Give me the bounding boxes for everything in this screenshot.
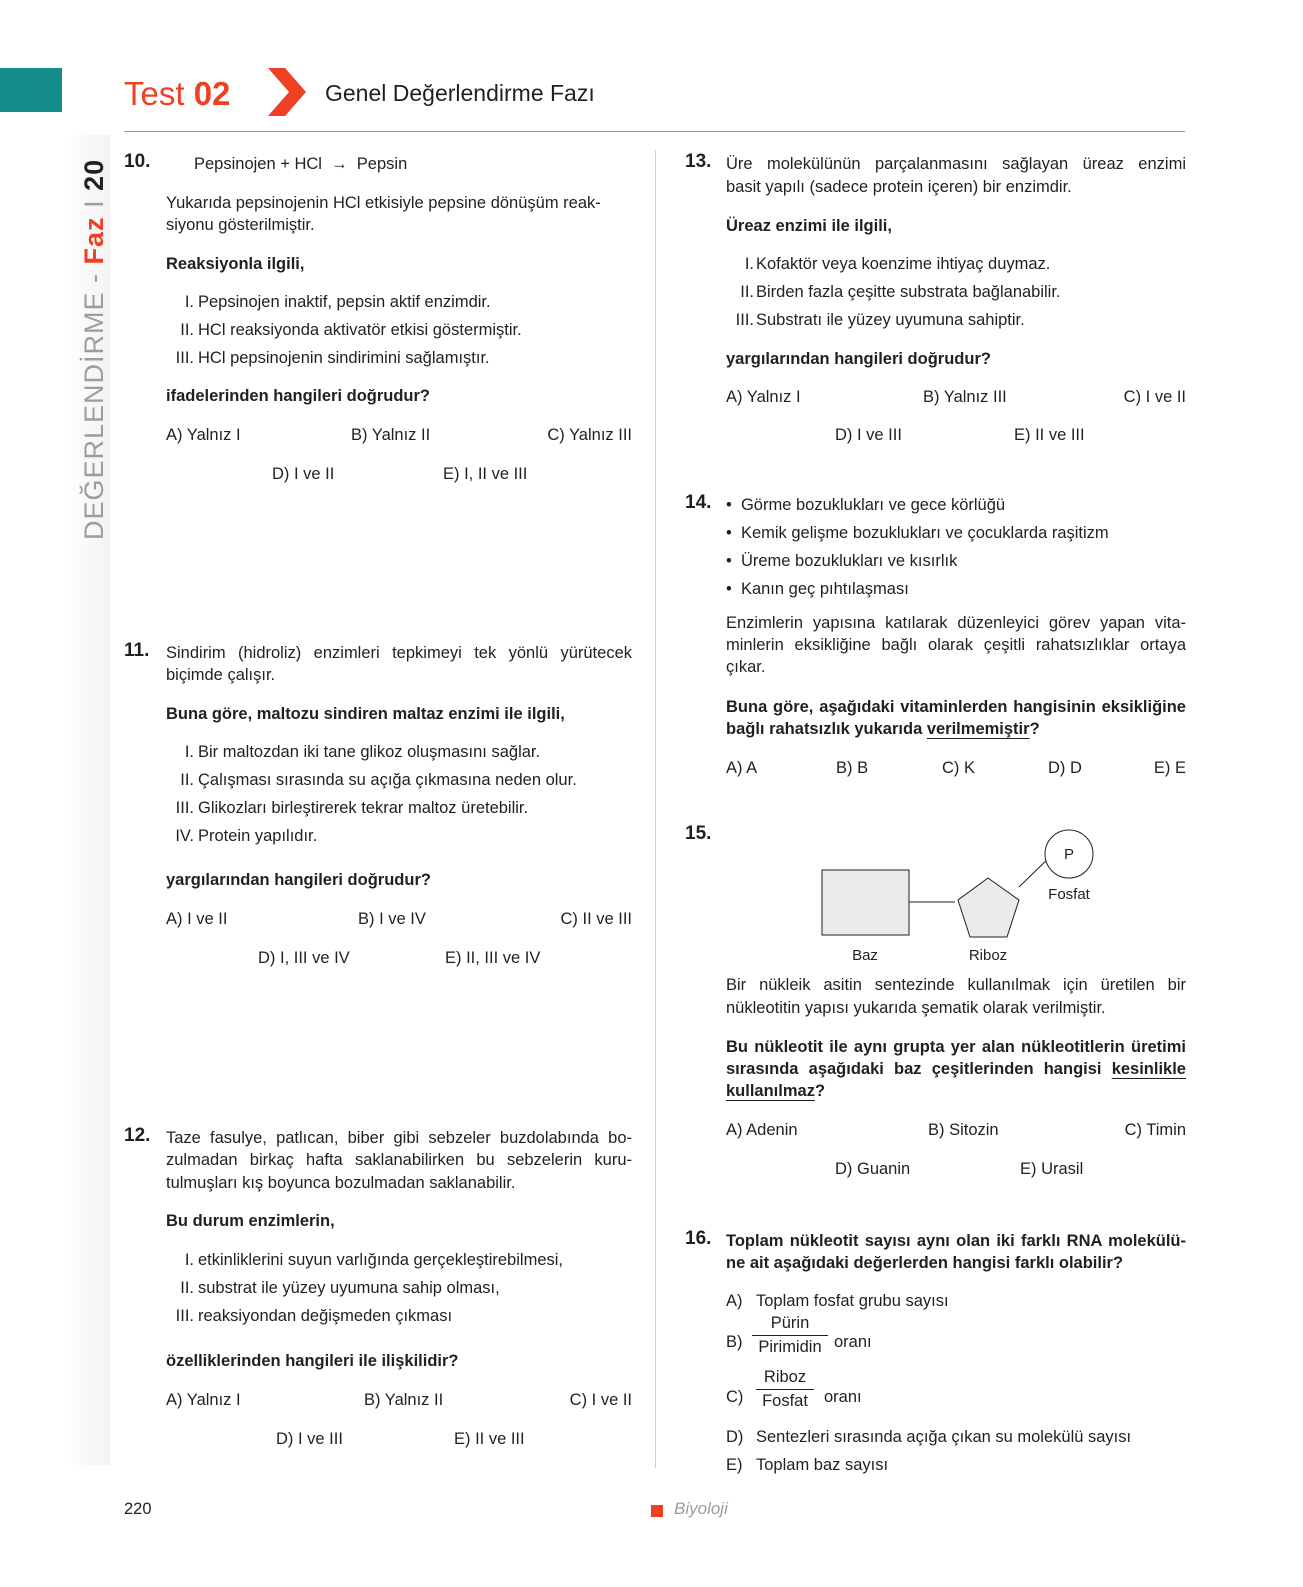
- q12-option-b[interactable]: B) Yalnız II: [364, 1391, 444, 1409]
- q14-bullet: • Kemik gelişme bozuklukları ve çocuklarda raşitizm: [726, 524, 1109, 542]
- fraction-denominator: Pirimidin: [758, 1338, 822, 1356]
- q15-question-l3: kullanılmaz?: [726, 1082, 826, 1100]
- fraction-denominator: Fosfat: [762, 1392, 808, 1410]
- q13-item-roman: III.: [735, 311, 754, 329]
- diagram-label-riboz: Riboz: [968, 947, 1008, 964]
- q12-item-text: substrat ile yüzey uyumuna sahip olması,: [198, 1279, 500, 1297]
- q10-item-roman: I.: [184, 293, 194, 311]
- q16-option-b-suffix: oranı: [834, 1333, 872, 1351]
- q11-item-text: Glikozları birleştirerek tekrar maltoz üretebilir.: [198, 799, 529, 817]
- q16-number: 16.: [685, 1228, 712, 1249]
- q10-option-e[interactable]: E) I, II ve III: [443, 465, 528, 483]
- q12-item-text: etkinliklerini suyun varlığında gerçekleştirebilmesi,: [198, 1251, 563, 1269]
- q12-item-roman: II.: [180, 1279, 194, 1297]
- column-divider: [655, 150, 656, 1468]
- test-title: [124, 72, 230, 116]
- q12-number: 12.: [124, 1125, 151, 1146]
- header-color-tab: [0, 68, 62, 112]
- q12-option-e[interactable]: E) II ve III: [454, 1430, 525, 1448]
- q11-item-text: Çalışması sırasında su açığa çıkmasına neden olur.: [198, 771, 577, 789]
- footer-subject: Biyoloji: [674, 1499, 728, 1518]
- diagram-label-baz: Baz: [852, 947, 878, 964]
- q12-lead: Bu durum enzimlerin,: [166, 1212, 335, 1230]
- sidebar-faz: Faz: [79, 216, 109, 265]
- q13-item-text: Birden fazla çeşitte substrata bağlanabilir.: [756, 283, 1061, 301]
- q11-option-c[interactable]: C) II ve III: [560, 910, 632, 928]
- header-divider: [124, 131, 1185, 132]
- q14-option-e[interactable]: E) E: [1153, 759, 1186, 777]
- q13-lead: Üreaz enzimi ile ilgili,: [726, 217, 892, 235]
- test-word: Test: [124, 75, 185, 112]
- chevron-right-icon: [268, 68, 308, 116]
- q15-option-c[interactable]: C) Timin: [1124, 1121, 1186, 1139]
- q14-option-a[interactable]: A) A: [726, 759, 758, 777]
- q15-option-b[interactable]: B) Sitozin: [928, 1121, 999, 1139]
- q11-item-roman: III.: [175, 799, 194, 817]
- q13-item-roman: II.: [740, 283, 754, 301]
- q10-option-d[interactable]: D) I ve II: [272, 465, 335, 483]
- footer-square-icon: [651, 1505, 663, 1517]
- q16-option-b-label[interactable]: B): [726, 1333, 743, 1351]
- diagram-label-p: P: [1063, 846, 1075, 863]
- q13-intro-l2: basit yapılı (sadece protein içeren) bir enzimdir.: [726, 178, 1072, 196]
- q16-option-a-label[interactable]: A): [726, 1292, 743, 1310]
- q16-option-a-text[interactable]: Toplam fosfat grubu sayısı: [756, 1292, 949, 1310]
- fraction-numerator: Pürin: [752, 1312, 828, 1336]
- q10-option-a[interactable]: A) Yalnız I: [166, 426, 241, 444]
- q11-lead: Buna göre, maltozu sindiren maltaz enzimi ile ilgili,: [166, 705, 565, 723]
- q15-intro-l1: Bir nükleik asitin sentezinde kullanılmak için üretilen bir: [726, 976, 1186, 994]
- test-number: 02: [193, 75, 231, 112]
- q14-bullet: • Kanın geç pıhtılaşması: [726, 580, 909, 598]
- arrow-right-icon: →: [331, 155, 348, 173]
- q15-number: 15.: [685, 823, 712, 844]
- q10-question: ifadelerinden hangileri doğrudur?: [166, 387, 431, 405]
- q12-item-roman: I.: [184, 1251, 194, 1269]
- q11-item-roman: IV.: [175, 827, 194, 845]
- q11-item-text: Protein yapılıdır.: [198, 827, 318, 845]
- q13-item-text: Kofaktör veya koenzime ihtiyaç duymaz.: [756, 255, 1051, 273]
- q12-option-d[interactable]: D) I ve III: [276, 1430, 343, 1448]
- q13-option-a[interactable]: A) Yalnız I: [726, 388, 801, 406]
- q15-question-l1: Bu nükleotit ile aynı grupta yer alan nükleotitlerin üretimi: [726, 1038, 1186, 1056]
- q16-option-c-label[interactable]: C): [726, 1388, 744, 1406]
- sidebar-number: 20: [79, 158, 109, 191]
- q10-item-text: Pepsinojen inaktif, pepsin aktif enzimdir.: [198, 293, 491, 311]
- q14-option-c[interactable]: C) K: [942, 759, 975, 777]
- q12-option-a[interactable]: A) Yalnız I: [166, 1391, 241, 1409]
- q13-intro-l1: Üre molekülünün parçalanmasını sağlayan üreaz enzimi: [726, 155, 1186, 173]
- q12-intro-l2: zulmadan birkaç hafta saklanabilirken bu sebzelerin kuru-: [166, 1151, 632, 1169]
- q11-item-roman: I.: [184, 743, 194, 761]
- q11-option-d[interactable]: D) I, III ve IV: [258, 949, 350, 967]
- q10-item-text: HCl pepsinojenin sindirimini sağlamıştır.: [198, 349, 490, 367]
- q10-reaction: Pepsinojen + HCl → Pepsin: [194, 155, 408, 173]
- q14-option-d[interactable]: D) D: [1048, 759, 1082, 777]
- nucleotide-diagram: [812, 827, 1112, 967]
- q11-intro-l2: biçimde çalışır.: [166, 666, 276, 684]
- q10-item-roman: III.: [175, 349, 194, 367]
- q11-question: yargılarından hangileri doğrudur?: [166, 871, 431, 889]
- q16-option-d-label[interactable]: D): [726, 1428, 744, 1446]
- q13-option-d[interactable]: D) I ve III: [835, 426, 902, 444]
- q12-item-text: reaksiyondan değişmeden çıkması: [198, 1307, 453, 1325]
- q13-item-roman: I.: [744, 255, 754, 273]
- q14-bullet: • Üreme bozuklukları ve kısırlık: [726, 552, 958, 570]
- q10-option-b[interactable]: B) Yalnız II: [351, 426, 431, 444]
- q11-intro-l1: Sindirim (hidroliz) enzimleri tepkimeyi tek yönlü yürütecek: [166, 644, 632, 662]
- q10-number: 10.: [124, 151, 151, 172]
- fraction-numerator: Riboz: [756, 1366, 814, 1390]
- q14-option-b[interactable]: B) B: [836, 759, 869, 777]
- q15-option-e[interactable]: E) Urasil: [1020, 1160, 1084, 1178]
- q16-question-l2: ne ait aşağıdaki değerlerden hangisi farklı olabilir?: [726, 1254, 1124, 1272]
- q15-option-a[interactable]: A) Adenin: [726, 1121, 798, 1139]
- q11-item-text: Bir maltozdan iki tane glikoz oluşmasını sağlar.: [198, 743, 541, 761]
- q14-question-l1: Buna göre, aşağıdaki vitaminlerden hangisinin eksikliğine: [726, 698, 1186, 716]
- q16-option-e-label[interactable]: E): [726, 1456, 743, 1474]
- q16-option-c-suffix: oranı: [824, 1388, 862, 1406]
- q14-bullet: • Görme bozuklukları ve gece körlüğü: [726, 496, 1006, 514]
- q10-item-roman: II.: [180, 321, 194, 339]
- q11-option-e[interactable]: E) II, III ve IV: [445, 949, 541, 967]
- q16-question-l1: Toplam nükleotit sayısı aynı olan iki farklı RNA molekülü-: [726, 1232, 1186, 1250]
- q15-option-d[interactable]: D) Guanin: [835, 1160, 911, 1178]
- q15-intro-l2: nükleotitin yapısı yukarıda şematik olarak verilmiştir.: [726, 999, 1106, 1017]
- q11-option-b[interactable]: B) I ve IV: [358, 910, 426, 928]
- q14-intro-l2: minlerin eksikliğine bağlı olarak çeşitli rahatsızlıklar ortaya: [726, 636, 1186, 654]
- header-title: Genel Değerlendirme Fazı: [325, 80, 595, 106]
- diagram-label-fosfat: Fosfat: [1048, 886, 1090, 903]
- q13-option-e[interactable]: E) II ve III: [1014, 426, 1085, 444]
- page-number: 220: [124, 1500, 152, 1518]
- q14-number: 14.: [685, 492, 712, 513]
- q10-item-text: HCl reaksiyonda aktivatör etkisi göstermiştir.: [198, 321, 522, 339]
- q16-option-e-text[interactable]: Toplam baz sayısı: [756, 1456, 889, 1474]
- q13-question: yargılarından hangileri doğrudur?: [726, 350, 991, 368]
- riboz-pentagon: [958, 878, 1019, 937]
- q11-item-roman: II.: [180, 771, 194, 789]
- q14-intro-l1: Enzimlerin yapısına katılarak düzenleyici görev yapan vita-: [726, 614, 1186, 632]
- q11-number: 11.: [124, 640, 150, 661]
- q13-item-text: Substratı ile yüzey uyumuna sahiptir.: [756, 311, 1025, 329]
- baz-square: [822, 870, 909, 935]
- q12-item-roman: III.: [175, 1307, 194, 1325]
- q12-intro-l3: tulmuşları kış boyunca bozulmadan saklanabilir.: [166, 1174, 516, 1192]
- sidebar-vertical-label: DEĞERLENDİRME - Faz I 20: [79, 158, 109, 540]
- q11-option-a[interactable]: A) I ve II: [166, 910, 228, 928]
- q16-option-b-fraction[interactable]: [752, 1312, 828, 1358]
- q13-option-c[interactable]: C) I ve II: [1123, 388, 1186, 406]
- q13-number: 13.: [685, 151, 712, 172]
- q16-option-c-fraction[interactable]: [756, 1366, 814, 1412]
- q14-intro-l3: çıkar.: [726, 658, 766, 676]
- q12-option-c[interactable]: C) I ve II: [569, 1391, 632, 1409]
- q12-question: özelliklerinden hangileri ile ilişkilidir?: [166, 1352, 459, 1370]
- q12-intro-l1: Taze fasulye, patlıcan, biber gibi sebzeler buzdolabında bo-: [166, 1129, 632, 1147]
- q15-question-l2: sırasında aşağıdaki baz çeşitlerinden hangisi kesinlikle: [726, 1060, 1186, 1078]
- q14-question-l2: bağlı rahatsızlık yukarıda verilmemiştir?: [726, 720, 1040, 738]
- q10-intro-l1: Yukarıda pepsinojenin HCl etkisiyle pepsine dönüşüm reak-: [166, 194, 601, 212]
- q10-intro-l2: siyonu gösterilmiştir.: [166, 216, 315, 234]
- q16-option-d-text[interactable]: Sentezleri sırasında açığa çıkan su molekülü sayısı: [756, 1428, 1132, 1446]
- q13-option-b[interactable]: B) Yalnız III: [923, 388, 1007, 406]
- q10-option-c[interactable]: C) Yalnız III: [547, 426, 632, 444]
- q10-lead: Reaksiyonla ilgili,: [166, 255, 305, 273]
